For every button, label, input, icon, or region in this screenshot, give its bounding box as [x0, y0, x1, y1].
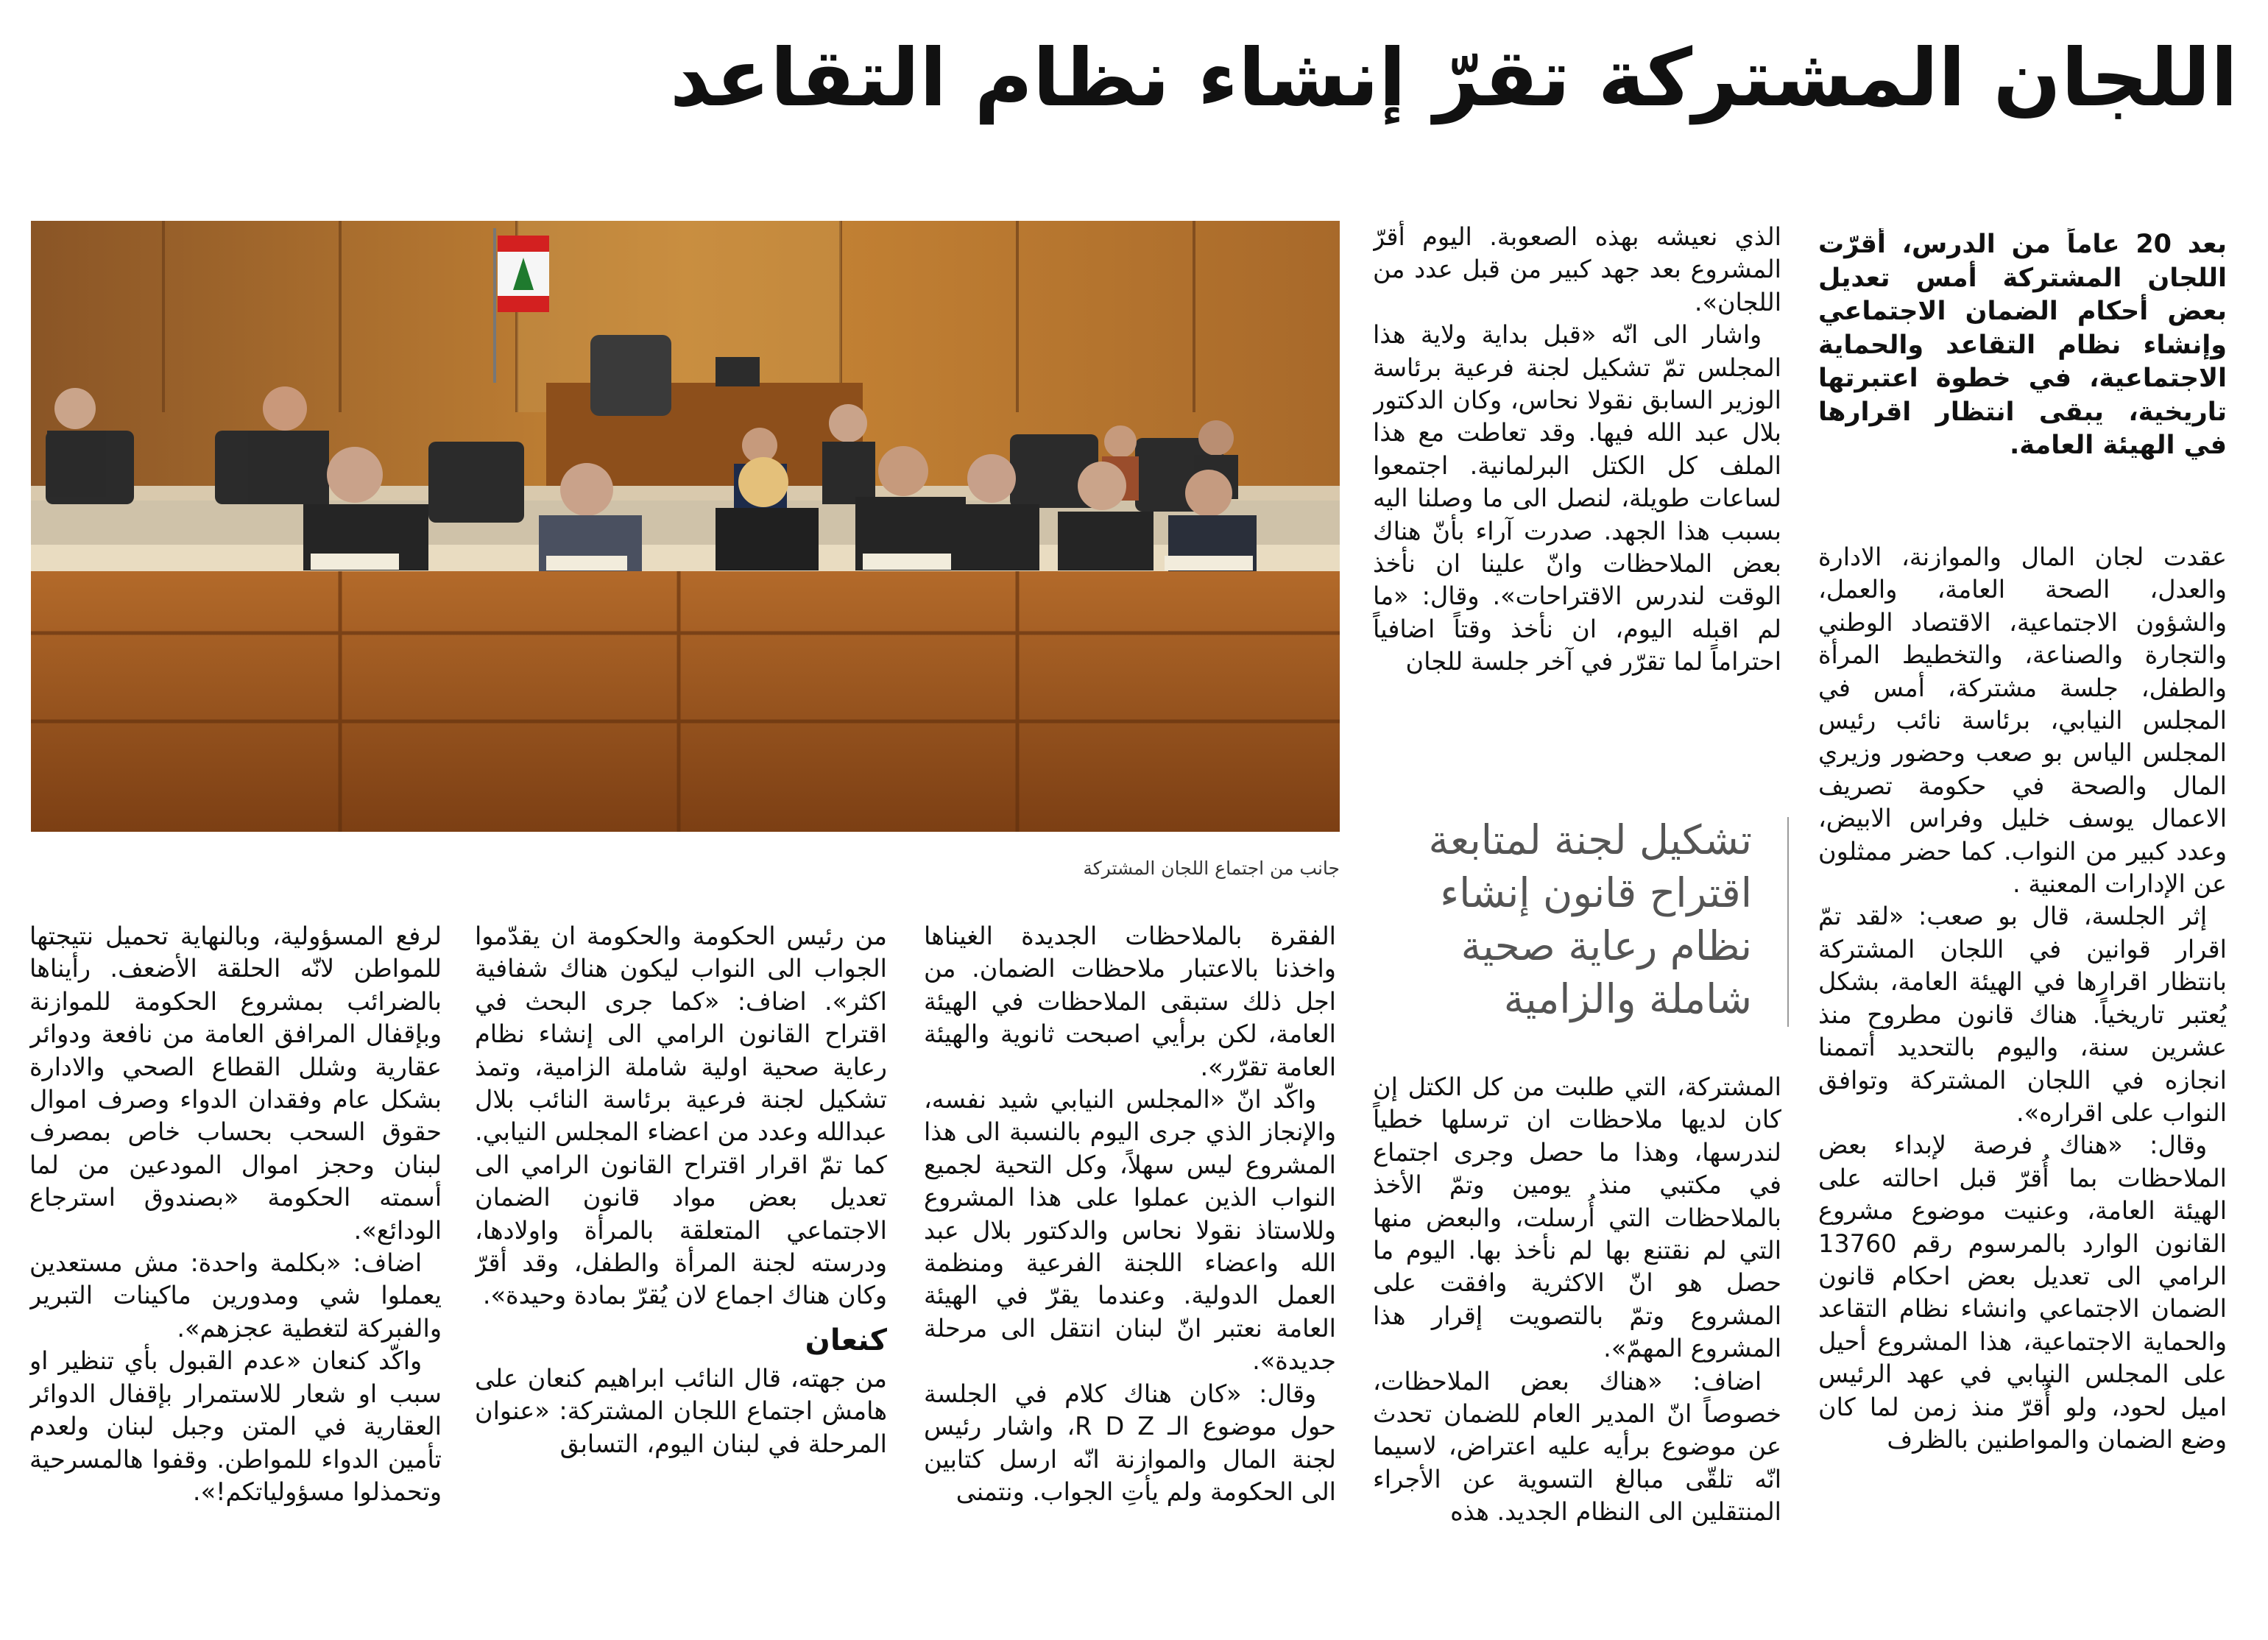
paragraph: اضاف: «هناك بعض الملاحظات، خصوصاً انّ المدير العام للضمان تحدث عن موضوع برأيه عليه اعتراض، لاسيما انّه تلقّى مبالغ التسوية عن الأجراء المنتقلين الى النظام الجديد. هذه [1373, 1366, 1781, 1527]
paragraph: لرفع المسؤولية، وبالنهاية تحميل نتيجتها للمواطن لانّه الحلقة الأضعف. رأيناها بالضرائب بمشروع الحكومة للموازنة وبإقفال المرافق العامة من نافعة ودوائر عقارية وشلل القطاع الصحي والادارة بشكل عام وفقدان الدواء وصرف اموال حقوق السحب بحساب خاص بمصرف لبنان وحجز اموال المودعين من لما أسمته الحكومة «بصندوق استرجاع الودائع». [29, 922, 442, 1245]
paragraph: واشار الى انّه «قبل بداية ولاية هذا المجلس تمّ تشكيل لجنة فرعية برئاسة الوزير السابق نقولا نحاس، وكان الدكتور بلال عبد الله فيها. وقد تعاطت مع هذا الملف كل الكتل البرلمانية. اجتمعوا لساعات طويلة، لنصل الى ما وصلنا اليه بسبب هذا الجهد. صدرت آراء بأنّ هناك بعض الملاحظات وانّ علينا ان نأخذ الوقت لندرس الاقتراحات». وقال: «ما لم اقبله اليوم، ان نأخذ وقتاً اضافياً احتراماً لما تقرّر في آخر جلسة للجان [1373, 320, 1781, 676]
pullquote-rule [1787, 817, 1789, 1027]
committee-meeting-photo [31, 221, 1340, 832]
paragraph: وقال: «هناك فرصة لإبداء بعض الملاحظات بما أُقرّ قبل احالته على الهيئة العامة، وعنيت موضوع مشروع القانون الوارد بالمرسوم رقم 13760 الرامي الى تعديل بعض احكام قانون الضمان الاجتماعي وانشاء نظام التقاعد والحماية الاجتماعية، هذا المشروع أحيل على المجلس النيابي في عهد الرئيس اميل لحود، ولو أُقرّ منذ زمن لما كان وضع الضمان والمواطنين بالظرف [1818, 1131, 2227, 1454]
article-column-5 [475, 920, 887, 1623]
article-column-3 [1373, 1071, 1781, 1623]
article-column-1 [1818, 541, 2227, 1623]
paragraph: الذي نعيشه بهذه الصعوبة. اليوم أُقرّ المشروع بعد جهد كبير من قبل عدد من اللجان». [1373, 222, 1781, 317]
pull-quote: تشكيل لجنة لمتابعة اقتراح قانون إنشاء نظام رعاية صحية شاملة والزامية [1428, 816, 1752, 1022]
article-column-4 [924, 920, 1336, 1623]
paragraph: عقدت لجان المال والموازنة، الادارة والعدل، الصحة العامة، والعمل، والشؤون الاجتماعية، الاقتصاد الوطني والتجارة والصناعة، والتخطيط المرأة والطفل، جلسة مشتركة، أمس في المجلس النيابي، برئاسة نائب رئيس المجلس الياس بو صعب وحضور وزيري المال والصحة في حكومة تصريف الاعمال يوسف خليل وفراس الابيض، وعدد كبير من النواب. كما حضر ممثلون عن الإدارات المعنية . [1818, 542, 2227, 899]
paragraph: المشتركة، التي طلبت من كل الكتل إن كان لديها ملاحظات ان ترسلها خطياً لندرسها، وهذا ما حصل وجرى اجتماع في مكتبي منذ يومين وتمّ الأخذ بالملاحظات التي أُرسلت، والبعض منها التي لم نقتنع بها لم نأخذ بها. اليوم ما حصل هو انّ الاكثرية وافقت على المشروع وتمّ بالتصويت إقرار هذا المشروع المهمّ». [1373, 1072, 1781, 1363]
headline: اللجان المشتركة تقرّ إنشاء نظام التقاعد [670, 32, 2238, 124]
photo-illustration [31, 221, 1340, 832]
paragraph: من رئيس الحكومة والحكومة ان يقدّموا الجواب الى النواب ليكون هناك شفافية اكثر». اضاف: «كما جرى البحث في اقتراح القانون الرامي الى إنشاء نظام رعاية صحية اولية شاملة الزامية، وتمذ تشكيل لجنة فرعية برئاسة النائب بلال عبدالله وعدد من اعضاء المجلس النيابي. كما تمّ اقرار اقتراح القانون الرامي الى تعديل بعض مواد قانون الضمان الاجتماعي المتعلقة بالمرأة واولادها، ودرسته لجنة المرأة والطفل، وقد أقرّ وكان هناك اجماع لان يُقرّ بمادة وحيدة». [475, 922, 887, 1310]
article-column-2 [1373, 221, 1781, 766]
subheading: كنعان [805, 1323, 887, 1357]
photo-caption: جانب من اجتماع اللجان المشتركة [1083, 858, 1340, 879]
paragraph: الفقرة بالملاحظات الجديدة الغيناها واخذنا بالاعتبار ملاحظات الضمان. من اجل ذلك ستبقى الملاحظات في الهيئة العامة، لكن برأيي اصبحت ثانوية والهيئة العامة تقرّر». [924, 922, 1336, 1081]
paragraph: من جهته، قال النائب ابراهيم كنعان على هامش اجتماع اللجان المشتركة: «عنوان المرحلة في لبنان اليوم، التسابق [475, 1363, 887, 1458]
paragraph: إثر الجلسة، قال بو صعب: «لقد تمّ اقرار قوانين في اللجان المشتركة بانتظار اقرارها في الهيئة العامة، بشكل يُعتبر تاريخياً. هناك قانون مطروح منذ عشرين سنة، واليوم بالتحديد أتممنا انجازه في اللجان المشتركة وتوافق النواب على اقراره». [1818, 902, 2227, 1127]
paragraph: واكّد كنعان «عدم القبول بأي تنظير او سبب او شعار للاستمرار بإقفال الدوائر العقارية في المتن وجبل لبنان ولعدم تأمين الدواء للمواطن. وقفوا هالمسرحية وتحمذلوا مسؤولياتكم!». [29, 1346, 442, 1506]
lead-paragraph: بعد 20 عاماً من الدرس، أقرّت اللجان المشتركة أمس تعديل بعض أحكام الضمان الاجتماعي وإنشاء نظام التقاعد والحماية الاجتماعية، في خطوة اعتبرتها تاريخية، يبقى انتظار اقرارها في الهيئة العامة. [1818, 230, 2227, 460]
paragraph: وقال: «كان هناك كلام في الجلسة حول موضوع الـ R D Z، واشار رئيس لجنة المال والموازنة انّه ارسل كتابين الى الحكومة ولم يأتِ الجواب. ونتمنى [924, 1379, 1336, 1506]
article-column-6 [29, 920, 442, 1623]
paragraph: اضاف: «بكلمة واحدة: مش مستعدين يعملوا شي ومدورين ماكينات التبرير والفبركة لتغطية عجزهم». [29, 1248, 442, 1343]
paragraph: واكّد انّ «المجلس النيابي شيد نفسه، والإنجاز الذي جرى اليوم بالنسبة الى هذا المشروع ليس سهلاً، وكل التحية لجميع النواب الذين عملوا على هذا المشروع وللاستاذ نقولا نحاس والدكتور بلال عبد الله واعضاء اللجنة الفرعية ومنظمة العمل الدولية. وعندما يقرّ في الهيئة العامة نعتبر انّ لبنان انتقل الى مرحلة جديدة». [924, 1085, 1336, 1376]
